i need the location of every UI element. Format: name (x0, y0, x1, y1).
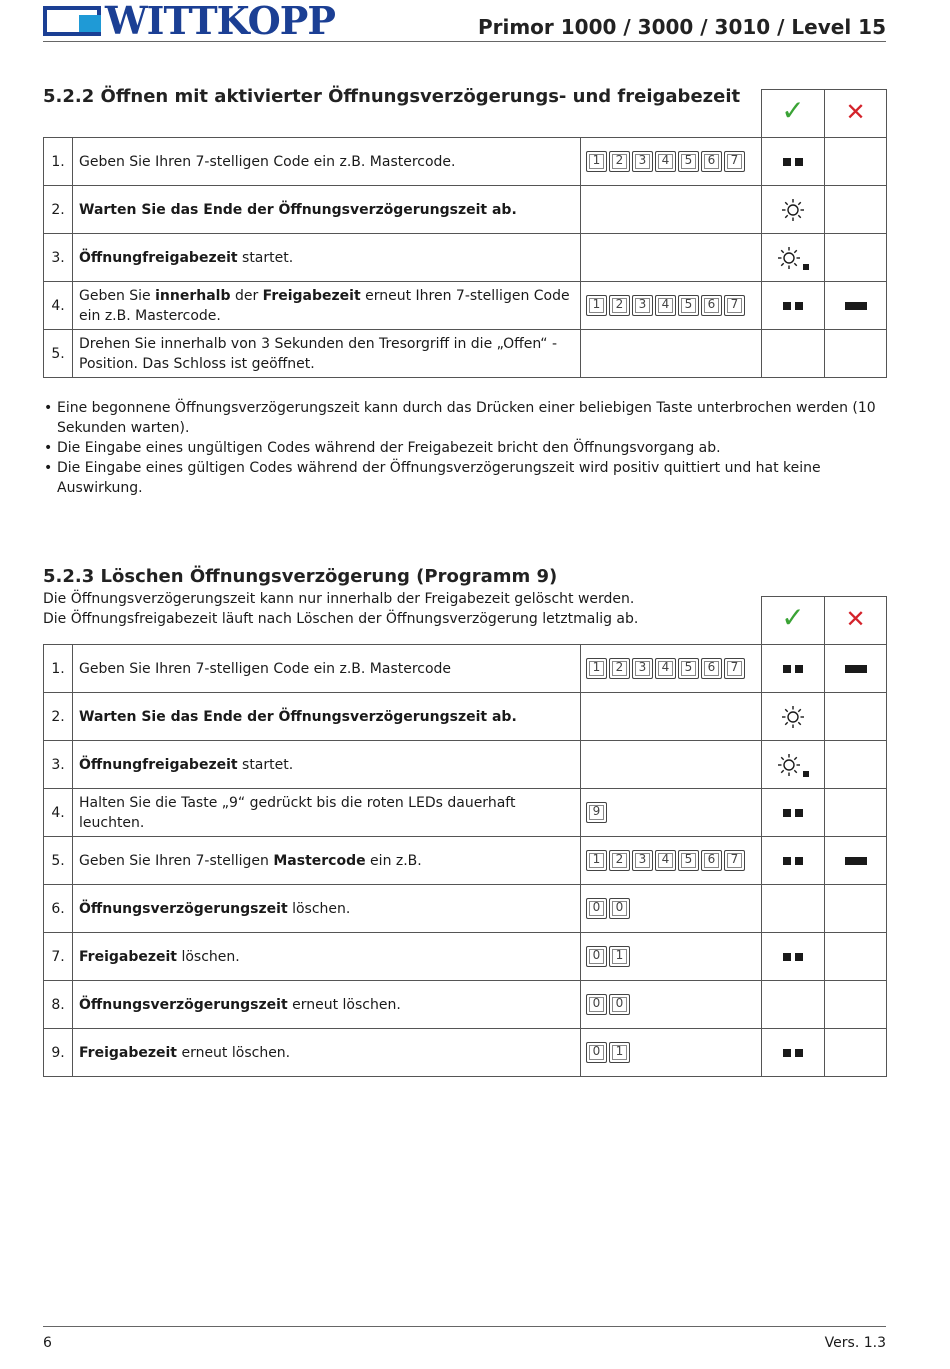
step-text-part: der (230, 287, 263, 304)
two-led-dots-icon (781, 296, 805, 316)
cross-icon: ✕ (845, 97, 866, 126)
error-indicator (825, 330, 887, 378)
step-text-bold: innerhalb (155, 287, 231, 304)
logo-mark-icon (43, 6, 101, 36)
step-text-bold: Öffnungsverzögerungszeit (79, 900, 288, 917)
keypad-key: 2 (609, 151, 630, 172)
success-indicator (762, 1029, 825, 1077)
step-text-part: Drehen Sie innerhalb von 3 Sekunden den Tresorgriff in die „Offen“ - Position. Das Schloss ist geöffnet. (79, 335, 558, 372)
step-text (73, 234, 581, 282)
keypad-key: 5 (678, 151, 699, 172)
keypad-key: 2 (609, 658, 630, 679)
keypad-key: 1 (586, 658, 607, 679)
keypad-key: 3 (632, 658, 653, 679)
long-beep-bar-icon (845, 665, 867, 673)
page-number: 6 (43, 1335, 52, 1351)
error-indicator (825, 234, 887, 282)
error-indicator (825, 741, 887, 789)
step-row (44, 645, 887, 693)
step-number: 8. (44, 981, 73, 1029)
step-text-bold: Freigabezeit (262, 287, 361, 304)
step-text-bold: Öffnungfreigabezeit (79, 249, 238, 266)
cross-icon: ✕ (845, 604, 866, 633)
keypad-sequence (581, 1029, 762, 1077)
two-led-dots-icon (781, 803, 805, 823)
step-text (73, 645, 581, 693)
keypad-key: 0 (586, 898, 607, 919)
step-text (73, 741, 581, 789)
step-row (44, 741, 887, 789)
keypad-key: 5 (678, 850, 699, 871)
step-row (44, 789, 887, 837)
note-item: • Die Eingabe eines ungültigen Codes während der Freigabezeit bricht den Öffnungsvorgang ab. (43, 438, 893, 458)
note-item: • Eine begonnene Öffnungsverzögerungszeit kann durch das Drücken einer beliebigen Taste unterbrochen werden (10 Sekunden warten). (43, 398, 893, 438)
step-text-part: Geben Sie Ihren 7-stelligen Code ein z.B. Mastercode (79, 660, 452, 677)
keypad-key: 3 (632, 295, 653, 316)
step-text (73, 693, 581, 741)
error-indicator (825, 186, 887, 234)
step-row (44, 330, 887, 378)
step-row (44, 282, 887, 330)
success-indicator (762, 693, 825, 741)
step-row (44, 837, 887, 885)
keypad-key: 1 (609, 946, 630, 967)
step-text (73, 933, 581, 981)
keypad-key: 0 (586, 994, 607, 1015)
error-indicator (825, 933, 887, 981)
step-row (44, 933, 887, 981)
step-number: 3. (44, 741, 73, 789)
section2-intro-2: Die Öffnungsfreigabezeit läuft nach Löschen der Öffnungsverzögerung letztmalig ab. (43, 611, 639, 627)
long-beep-bar-icon (845, 302, 867, 310)
step-number: 2. (44, 186, 73, 234)
step-text-bold: Öffnungfreigabezeit (79, 756, 238, 773)
error-column-header (825, 597, 887, 645)
success-indicator (762, 282, 825, 330)
success-indicator (762, 741, 825, 789)
error-indicator (825, 885, 887, 933)
success-column-header (762, 90, 825, 138)
keypad-key: 0 (609, 898, 630, 919)
two-led-dots-icon (781, 851, 805, 871)
keypad-key: 7 (724, 658, 745, 679)
step-text (73, 186, 581, 234)
version-label: Vers. 1.3 (824, 1335, 886, 1351)
step-row (44, 234, 887, 282)
step-number: 4. (44, 789, 73, 837)
error-indicator (825, 645, 887, 693)
step-number: 2. (44, 693, 73, 741)
step-number: 9. (44, 1029, 73, 1077)
step-text-part: Geben Sie (79, 287, 156, 304)
success-indicator (762, 330, 825, 378)
step-row (44, 1029, 887, 1077)
step-number: 4. (44, 282, 73, 330)
led-blink-icon (781, 198, 805, 222)
note-item: • Die Eingabe eines gültigen Codes während der Öffnungsverzögerungszeit wird positiv quittiert und hat keine Auswirkung. (43, 458, 893, 498)
led-blink-icon (777, 246, 801, 270)
step-text (73, 1029, 581, 1077)
keypad-key: 2 (609, 850, 630, 871)
error-column-header (825, 90, 887, 138)
step-text-bold: Warten Sie das Ende der Öffnungsverzögerungszeit ab. (79, 201, 517, 218)
keypad-key: 6 (701, 850, 722, 871)
step-text-part: startet. (237, 756, 294, 773)
step-text-part: ein z.B. (365, 852, 422, 869)
two-led-dots-icon (781, 659, 805, 679)
success-indicator (762, 186, 825, 234)
step-row (44, 138, 887, 186)
error-indicator (825, 282, 887, 330)
led-blink-with-dot-icon (777, 250, 809, 266)
step-text-part: erneut Ihren 7-stelligen Code ein z.B. Mastercode. (79, 287, 570, 324)
keypad-key: 1 (586, 850, 607, 871)
keypad-sequence (581, 645, 762, 693)
error-indicator (825, 1029, 887, 1077)
keypad-key: 4 (655, 151, 676, 172)
success-indicator (762, 837, 825, 885)
success-indicator (762, 234, 825, 282)
step-text-part: löschen. (287, 900, 351, 917)
logo-text: WITTKOPP (105, 0, 335, 43)
keypad-key: 5 (678, 658, 699, 679)
section1-title: 5.2.2 Öffnen mit aktivierter Öffnungsverzögerungs- und freigabezeit (43, 86, 741, 107)
keypad-sequence (581, 741, 762, 789)
step-row (44, 981, 887, 1029)
success-indicator (762, 138, 825, 186)
success-indicator (762, 789, 825, 837)
step-text (73, 138, 581, 186)
keypad-key: 5 (678, 295, 699, 316)
success-indicator (762, 981, 825, 1029)
keypad-sequence (581, 789, 762, 837)
keypad-key: 9 (586, 802, 607, 823)
keypad-key: 4 (655, 658, 676, 679)
step-row (44, 885, 887, 933)
keypad-sequence (581, 138, 762, 186)
step-text (73, 789, 581, 837)
two-led-dots-icon (781, 1043, 805, 1063)
keypad-sequence (581, 693, 762, 741)
keypad-key: 1 (586, 295, 607, 316)
step-text (73, 981, 581, 1029)
led-blink-icon (777, 753, 801, 777)
keypad-sequence (581, 885, 762, 933)
page-footer (43, 1326, 886, 1356)
step-text (73, 282, 581, 330)
keypad-sequence (581, 837, 762, 885)
error-indicator (825, 789, 887, 837)
step-text-part: erneut löschen. (287, 996, 401, 1013)
led-blink-icon (781, 705, 805, 729)
keypad-key: 7 (724, 295, 745, 316)
page-header (43, 0, 886, 42)
success-indicator (762, 933, 825, 981)
success-indicator (762, 885, 825, 933)
keypad-key: 4 (655, 295, 676, 316)
keypad-sequence (581, 330, 762, 378)
step-text-part: löschen. (177, 948, 240, 965)
error-indicator (825, 981, 887, 1029)
step-text-part: erneut löschen. (177, 1044, 291, 1061)
two-led-dots-icon (781, 152, 805, 172)
step-text-bold: Mastercode (273, 852, 366, 869)
keypad-key: 0 (609, 994, 630, 1015)
keypad-key: 7 (724, 850, 745, 871)
step-row (44, 693, 887, 741)
section2-steps-table (43, 596, 887, 1077)
step-text-bold: Freigabezeit (79, 948, 177, 965)
section1-steps-table (43, 89, 887, 378)
single-led-dot-icon (803, 771, 809, 777)
step-text-bold: Warten Sie das Ende der Öffnungsverzögerungszeit ab. (79, 708, 517, 725)
led-blink-with-dot-icon (777, 757, 809, 773)
step-row (44, 186, 887, 234)
wittkopp-logo (43, 0, 335, 43)
step-number: 6. (44, 885, 73, 933)
keypad-key: 3 (632, 850, 653, 871)
step-text (73, 837, 581, 885)
keypad-key: 7 (724, 151, 745, 172)
step-text-part: Geben Sie Ihren 7-stelligen Code ein z.B. Mastercode. (79, 153, 456, 170)
section2-title: 5.2.3 Löschen Öffnungsverzögerung (Programm 9) (43, 566, 558, 587)
keypad-sequence (581, 234, 762, 282)
checkmark-icon: ✓ (781, 601, 805, 634)
keypad-key: 0 (586, 946, 607, 967)
keypad-key: 0 (586, 1042, 607, 1063)
step-text (73, 885, 581, 933)
keypad-sequence (581, 282, 762, 330)
section1-notes (43, 398, 893, 498)
two-led-dots-icon (781, 947, 805, 967)
keypad-key: 2 (609, 295, 630, 316)
long-beep-bar-icon (845, 857, 867, 865)
keypad-key: 6 (701, 295, 722, 316)
success-indicator (762, 645, 825, 693)
step-text-part: startet. (237, 249, 294, 266)
step-text (73, 330, 581, 378)
keypad-key: 1 (609, 1042, 630, 1063)
single-led-dot-icon (803, 264, 809, 270)
step-text-part: Halten Sie die Taste „9“ gedrückt bis die roten LEDs dauerhaft leuchten. (79, 794, 516, 831)
step-text-part: Geben Sie Ihren 7-stelligen (79, 852, 274, 869)
step-text-bold: Öffnungsverzögerungszeit (79, 996, 288, 1013)
error-indicator (825, 693, 887, 741)
keypad-key: 1 (586, 151, 607, 172)
step-number: 5. (44, 330, 73, 378)
keypad-key: 6 (701, 658, 722, 679)
keypad-sequence (581, 981, 762, 1029)
step-number: 1. (44, 645, 73, 693)
step-number: 5. (44, 837, 73, 885)
error-indicator (825, 837, 887, 885)
error-indicator (825, 138, 887, 186)
step-text-bold: Freigabezeit (79, 1044, 177, 1061)
product-title: Primor 1000 / 3000 / 3010 / Level 15 (477, 15, 886, 39)
checkmark-icon: ✓ (781, 94, 805, 127)
step-number: 7. (44, 933, 73, 981)
keypad-key: 6 (701, 151, 722, 172)
success-column-header (762, 597, 825, 645)
section2-intro-1: Die Öffnungsverzögerungszeit kann nur innerhalb der Freigabezeit gelöscht werden. (43, 591, 635, 607)
keypad-sequence (581, 933, 762, 981)
step-number: 3. (44, 234, 73, 282)
keypad-sequence (581, 186, 762, 234)
keypad-key: 3 (632, 151, 653, 172)
step-number: 1. (44, 138, 73, 186)
keypad-key: 4 (655, 850, 676, 871)
